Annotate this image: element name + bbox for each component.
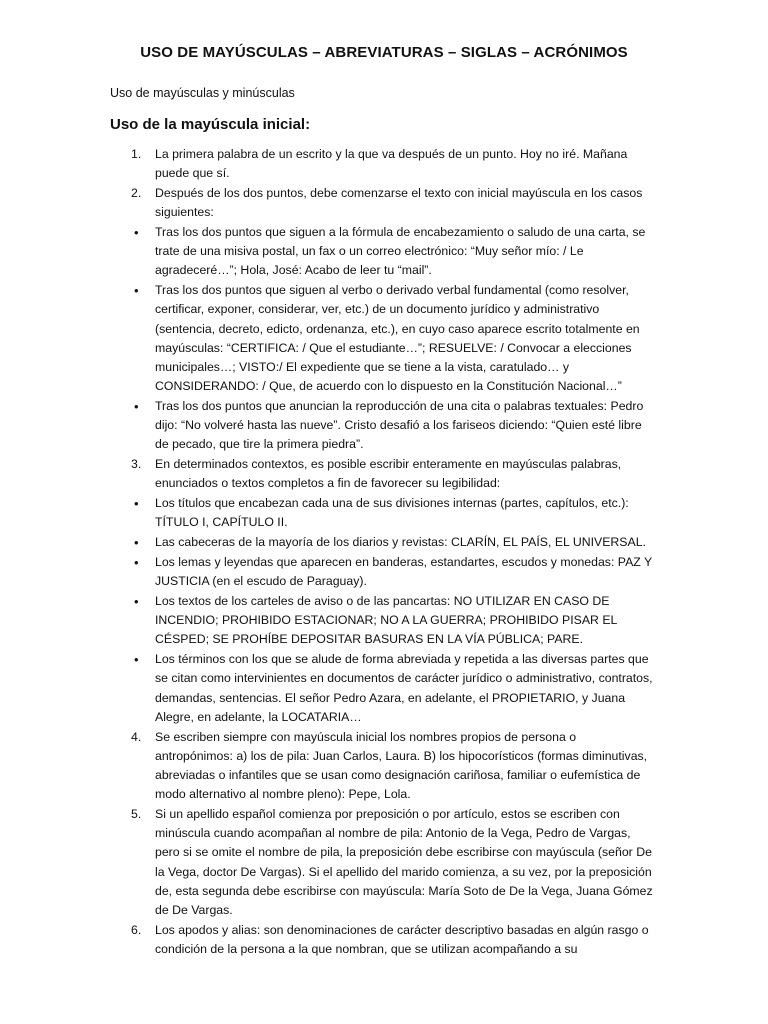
list-item <box>0 494 653 532</box>
bullet-marker: • <box>134 399 139 415</box>
list-item <box>0 728 653 805</box>
list-item-text: Si un apellido español comienza por preposición o por artículo, estos se escriben con minúscula cuando acompañan al nombre de pila: Antonio de la Vega, Pedro de Vargas, pero si se omite el nombre de pila, la preposición debe escribirse con mayúscula (señor De la Vega, doctor De Vargas). Si el apellido del marido comienza, a su vez, por la preposición de, esta segunda debe escribirse con mayúscula: María Soto de De la Vega, Juana Gómez de De Vargas. <box>155 807 653 918</box>
list-item-text: Los textos de los carteles de aviso o de las pancartas: NO UTILIZAR EN CASO DE INCENDIO; PROHIBIDO ESTACIONAR; NO A LA GUERRA; PROHIBIDO PISAR EL CÉSPED; SE PROHÍBE DEPOSITAR BASURAS EN LA VÍA PÚBLICA; PARE. <box>155 594 617 647</box>
list-item-text: Después de los dos puntos, debe comenzarse el texto con inicial mayúscula en los casos siguientes: <box>155 186 643 220</box>
number-marker: 1. <box>131 147 142 161</box>
bullet-marker: • <box>134 535 139 551</box>
list-item <box>0 592 653 650</box>
bullet-marker: • <box>134 283 139 299</box>
bullet-marker: • <box>134 496 139 512</box>
bullet-marker: • <box>134 225 139 240</box>
list-item <box>0 805 653 920</box>
bullet-marker: • <box>134 594 139 610</box>
list-item <box>0 145 653 183</box>
list-item <box>0 455 653 493</box>
list-item-text: Tras los dos puntos que siguen a la fórmula de encabezamiento o saludo de una carta, se trate de una misiva postal, un fax o un correo electrónico: “Muy señor mío: / Le agradeceré…”; Hola, José: Acabo de leer tu “mail”. <box>155 225 646 278</box>
bullet-marker: • <box>134 555 139 571</box>
list-item-text: Los lemas y leyendas que aparecen en banderas, estandartes, escudos y monedas: PAZ Y JUSTICIA (en el escudo de Paraguay). <box>155 555 652 589</box>
number-marker: 6. <box>131 922 142 937</box>
document-subtitle: Uso de mayúsculas y minúsculas <box>110 86 295 100</box>
list-item <box>0 921 653 959</box>
list-item <box>0 184 653 222</box>
number-marker: 4. <box>131 729 142 744</box>
list-item-text: En determinados contextos, es posible escribir enteramente en mayúsculas palabras, enunciados o textos completos a fin de favorecer su legibilidad: <box>155 457 622 491</box>
list-item-text: La primera palabra de un escrito y la que va después de un punto. Hoy no iré. Mañana puede que sí. <box>155 147 628 181</box>
list-item <box>0 223 653 281</box>
list-item-text: Tras los dos puntos que siguen al verbo o derivado verbal fundamental (como resolver, certificar, exponer, considerar, ver, etc.) de un documento jurídico y administrativo (sentencia, decreto, edicto, ordenanza, etc.), en cuyo caso aparece escrito totalmente en mayúsculas: “CERTIFICA: / Que el estudiante…”; RESUELVE: / Convocar a elecciones municipales…; VISTO:/ El expediente que se tiene a la vista, caratulado… y CONSIDERANDO: / Que, de acuerdo con lo dispuesto en la Constitución Nacional…” <box>155 283 640 394</box>
list-item-text: Tras los dos puntos que anuncian la reproducción de una cita o palabras textuales: Pedro dijo: “No volveré hasta las nueve”. Cristo desafió a los fariseos diciendo: “Quien esté libre de pecado, que tire la primera piedra”. <box>155 399 644 452</box>
list-item-text: Los términos con los que se alude de forma abreviada y repetida a las diversas partes que se citan como intervinientes en documentos de carácter jurídico o administrativo, contratos, demandas, sentencias. El señor Pedro Azara, en adelante, el PROPIETARIO, y Juana Alegre, en adelante, la LOCATARIA… <box>155 652 653 724</box>
rules-list <box>0 145 768 960</box>
bullet-marker: • <box>134 652 139 668</box>
list-item <box>0 281 653 396</box>
list-item-text: Se escriben siempre con mayúscula inicial los nombres propios de persona o antropónimos: a) los de pila: Juan Carlos, Laura. B) los hipocorísticos (formas diminutivas, abreviadas o infantiles que se usan como designación cariñosa, familiar o eufemística de modo alternativo al nombre pleno): Pepe, Lola. <box>155 729 648 802</box>
list-item <box>0 553 653 591</box>
number-marker: 2. <box>131 186 142 200</box>
list-item <box>0 397 653 455</box>
list-item <box>0 533 653 552</box>
document-title: USO DE MAYÚSCULAS – ABREVIATURAS – SIGLAS – ACRÓNIMOS <box>140 44 628 61</box>
number-marker: 5. <box>131 807 142 822</box>
section-heading: Uso de la mayúscula inicial: <box>110 116 311 133</box>
list-item-text: Los apodos y alias: son denominaciones de carácter descriptivo basadas en algún rasgo o condición de la persona a la que nombran, que se utilizan acompañando a su <box>155 922 649 957</box>
list-item-text: Los títulos que encabezan cada una de sus divisiones internas (partes, capítulos, etc.): TÍTULO I, CAPÍTULO II. <box>155 496 629 530</box>
list-item-text: Las cabeceras de la mayoría de los diarios y revistas: CLARÍN, EL PAÍS, EL UNIVERSAL. <box>155 535 646 550</box>
number-marker: 3. <box>131 457 142 472</box>
list-item <box>0 650 653 727</box>
